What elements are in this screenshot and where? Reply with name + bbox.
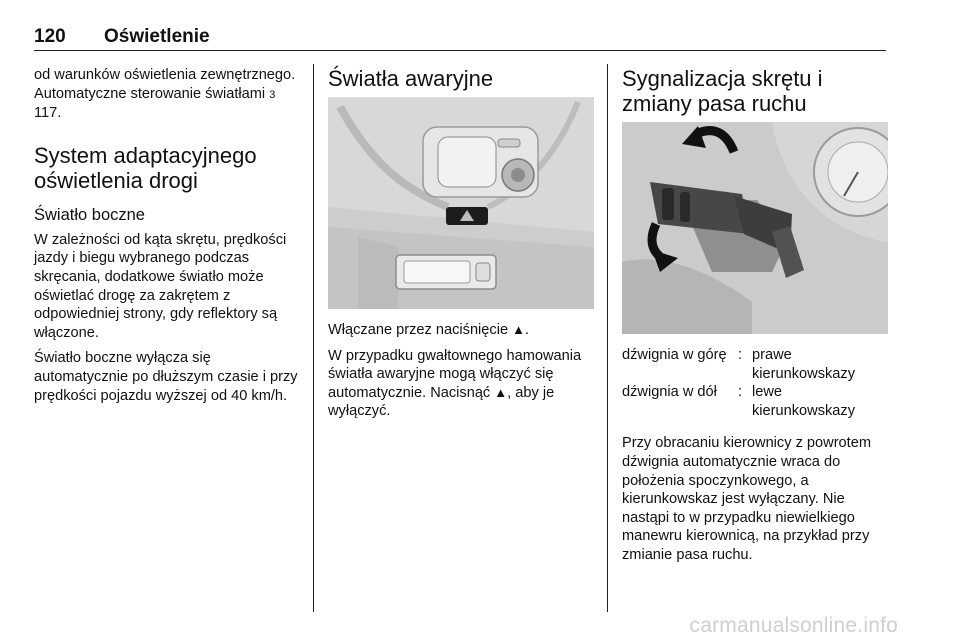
subsection-heading: Światło boczne <box>34 205 145 224</box>
section-title: Oświetlenie <box>104 26 210 47</box>
watermark: carmanualsonline.info <box>689 614 898 637</box>
intro-text: od warunków oświetlenia zewnętrznego. Automatyczne sterowanie światłami <box>34 67 296 102</box>
intro-paragraph <box>34 66 300 123</box>
column-middle <box>328 66 594 428</box>
column-right <box>622 66 888 572</box>
hazard-switch-drawing <box>328 97 594 309</box>
section-heading: Światła awaryjne <box>328 66 494 91</box>
separator: : <box>738 384 743 401</box>
column-divider <box>607 64 608 612</box>
section-heading: System adaptacyjnego oświetlenia drogi <box>34 142 257 193</box>
paragraph: W zależności od kąta skrętu, prędkości jazdy i biegu wybranego podczas skręcania, dodatkowe światło może oświetlać drogę za zakrętem z odpowiedniej strony, gdy reflektory są włączone. <box>34 231 287 341</box>
paragraph: Światło boczne wyłącza się automatycznie po dłuższym czasie i przy prędkości pojazdu wyższej od 40 km/h. <box>34 350 298 404</box>
list-item <box>622 383 888 420</box>
term: dźwignia w dół <box>622 384 717 401</box>
description: lewe kierunkowskazy <box>752 384 856 419</box>
turn-signal-lever-illustration <box>622 122 888 334</box>
page-reference-arrow-icon: 3 <box>269 88 276 101</box>
intro-ref-page: 117. <box>34 105 62 122</box>
description: prawe kierunkowskazy <box>752 347 856 382</box>
section-heading: Sygnalizacja skrętu i zmiany pasa ruchu <box>622 66 823 116</box>
separator: : <box>738 347 743 363</box>
column-left <box>34 66 300 412</box>
hazard-switch-illustration <box>328 97 594 309</box>
term: dźwignia w górę <box>622 347 727 363</box>
paragraph: Przy obracaniu kierownicy z powrotem dźwignia automatycznie wraca do położenia spoczynkowego, a kierunkowskaz jest wyłączany. Nie nastąpi to w przypadku niewielkiego manewru kierownicą, na przykład przy zmianie pasa ruchu. <box>622 435 871 563</box>
turn-signal-lever-drawing <box>622 122 888 334</box>
hazard-warning-icon: ▲ <box>512 322 525 337</box>
lever-positions-list <box>622 346 888 420</box>
column-divider <box>313 64 314 612</box>
page-header <box>34 26 886 51</box>
hazard-warning-icon: ▲ <box>494 384 508 400</box>
paragraph: Włączane przez naciśnięcie ▲. <box>328 322 530 338</box>
page-number: 120 <box>34 26 66 47</box>
list-item <box>622 346 888 383</box>
paragraph: W przypadku gwałtownego hamowania światła awaryjne mogą włączyć się automatycznie. Nacisnąć ▲, aby je wyłączyć. <box>328 347 582 420</box>
